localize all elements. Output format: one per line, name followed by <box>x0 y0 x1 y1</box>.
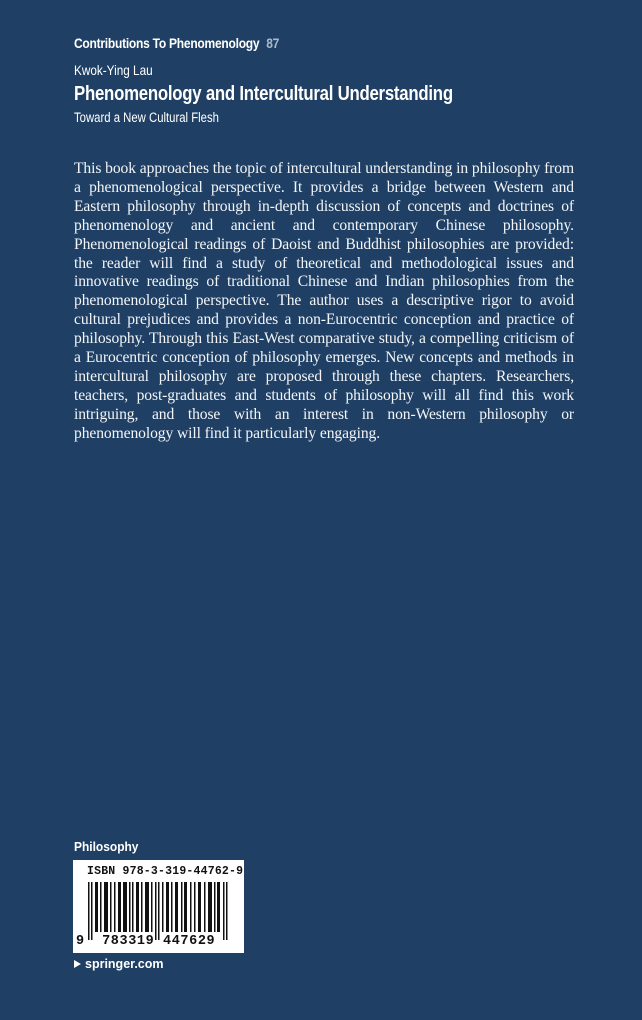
website-label: springer.com <box>85 957 164 971</box>
book-subtitle: Toward a New Cultural Flesh <box>74 110 219 125</box>
publisher-website[interactable] <box>74 957 164 971</box>
series-name: Contributions To Phenomenology <box>74 35 260 51</box>
isbn-barcode <box>73 860 244 953</box>
isbn-label: ISBN 978-3-319-44762-9 <box>87 865 244 878</box>
book-title: Phenomenology and Intercultural Understanding <box>74 83 453 105</box>
play-triangle-icon <box>74 960 81 968</box>
barcode-digits <box>76 934 215 949</box>
book-description: This book approaches the topic of intercultural understanding in philosophy from a phenomenological perspective. It provides a bridge between Western and Eastern philosophy through in-depth discussion of concepts and doctrines of phenomenology and ancient and contemporary Chinese philosophy. Phenomenological readings of Daoist and Buddhist philosophies are provided: the reader will find a study of theoretical and methodological issues and innovative readings of traditional Chinese and Indian philosophies from the phenomenological perspective. The author uses a descriptive rigor to avoid cultural prejudices and provides a non-Eurocentric conception and practice of philosophy. Through this East-West comparative study, a compelling criticism of a Eurocentric conception of philosophy emerges. New concepts and methods in intercultural philosophy are proposed through these chapters. Researchers, teachers, post-graduates and students of philosophy will all find this work intriguing, and those with an interest in non-Western philosophy or phenomenology will find it particularly engaging. <box>74 160 574 442</box>
series-line <box>74 35 279 51</box>
barcode-first-digit: 9 <box>76 934 85 949</box>
barcode-left-digits: 783319 <box>102 934 155 949</box>
series-number: 87 <box>266 35 280 51</box>
author-name: Kwok-Ying Lau <box>74 62 153 78</box>
barcode-bars-icon <box>84 882 234 940</box>
barcode-right-digits: 447629 <box>163 934 216 949</box>
subject-category: Philosophy <box>74 839 139 854</box>
